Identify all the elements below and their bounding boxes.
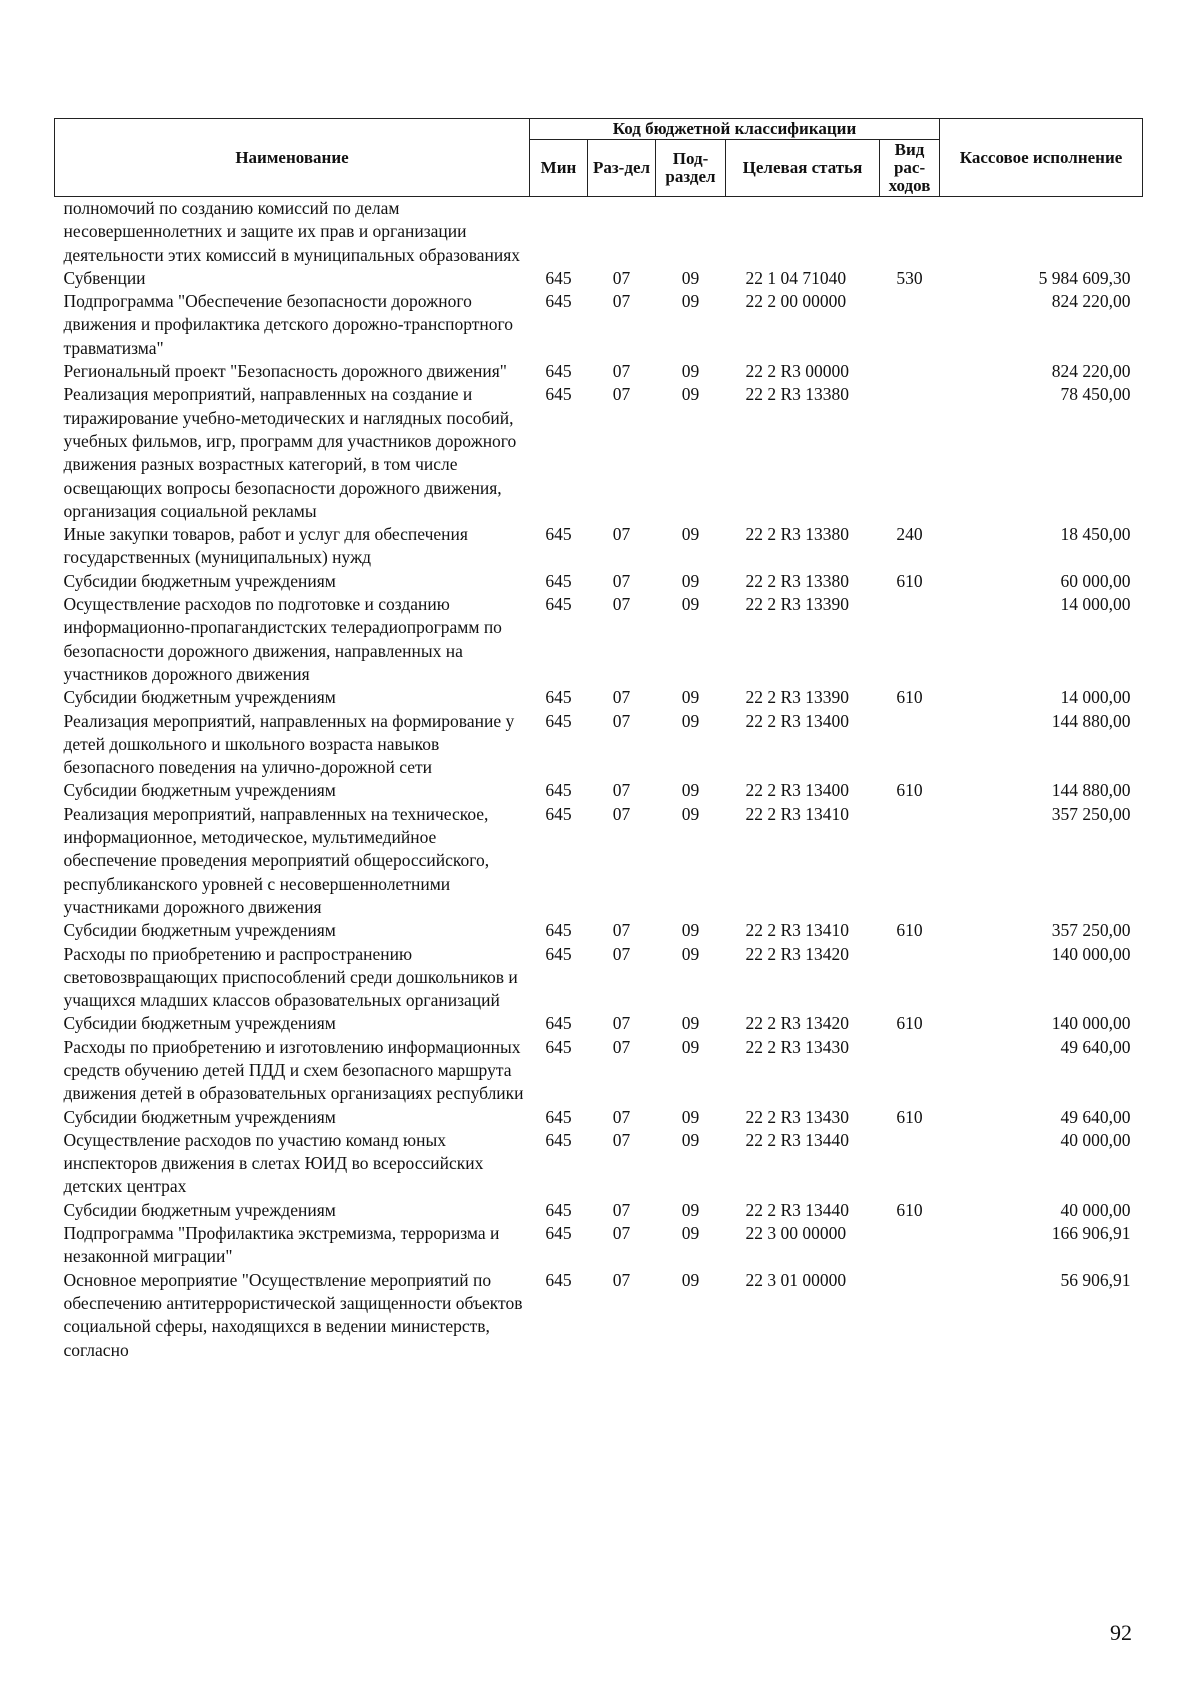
row-min: 645 — [545, 570, 572, 591]
row-name: Субвенции — [63, 267, 146, 288]
row-target-article: 22 2 R3 13420 — [745, 1013, 850, 1034]
table-row — [55, 267, 1143, 290]
row-min: 645 — [545, 1129, 572, 1150]
row-cash-execution: 824 220,00 — [1051, 291, 1131, 312]
row-razdel: 07 — [612, 291, 631, 312]
row-expense-type — [880, 1129, 940, 1199]
row-name: Реализация мероприятий, направленных на формирование у детей дошкольного и школьного возраста навыков безопасного поведения на улично-дорожной сети — [63, 710, 515, 778]
row-cash-execution: 144 880,00 — [1051, 710, 1131, 731]
row-target-article: 22 2 00 00000 — [745, 291, 847, 312]
header-cash-execution: Кассовое исполнение — [940, 119, 1143, 197]
row-podrazdel: 09 — [681, 1036, 700, 1057]
row-min: 645 — [545, 1106, 572, 1127]
row-razdel: 07 — [612, 780, 631, 801]
row-cash-execution: 166 906,91 — [1051, 1223, 1131, 1244]
row-min: 645 — [545, 1036, 572, 1057]
header-name: Наименование — [55, 119, 530, 197]
row-min — [530, 197, 588, 267]
table-row — [55, 1036, 1143, 1106]
row-cash-execution: 60 000,00 — [1060, 570, 1131, 591]
row-name: Основное мероприятие "Осуществление мероприятий по обеспечению антитеррористической защищенности объектов социальной сферы, находящихся в ведении министерств, согласно — [63, 1269, 523, 1360]
table-row — [55, 1222, 1143, 1269]
row-cash-execution: 140 000,00 — [1051, 1013, 1131, 1034]
table-row — [55, 1269, 1143, 1362]
row-podrazdel: 09 — [681, 1106, 700, 1127]
row-podrazdel: 09 — [681, 524, 700, 545]
row-podrazdel: 09 — [681, 1013, 700, 1034]
row-podrazdel: 09 — [681, 1129, 700, 1150]
row-expense-type — [880, 383, 940, 523]
row-cash-execution: 49 640,00 — [1060, 1106, 1131, 1127]
row-target-article: 22 2 R3 13390 — [745, 687, 850, 708]
row-cash-execution: 40 000,00 — [1060, 1199, 1131, 1220]
table-row — [55, 593, 1143, 686]
row-razdel: 07 — [612, 1199, 631, 1220]
row-target-article: 22 2 R3 13430 — [745, 1036, 850, 1057]
row-target-article: 22 2 R3 13380 — [745, 570, 850, 591]
row-cash-execution: 40 000,00 — [1060, 1129, 1131, 1150]
row-razdel: 07 — [612, 687, 631, 708]
row-name: Реализация мероприятий, направленных на создание и тиражирование учебно-методических и наглядных пособий, учебных фильмов, игр, программ для участников дорожного движения разных возрастных категорий, в том числе освещающих вопросы безопасности дорожного движения, организация социальной рекламы — [63, 384, 517, 521]
row-min: 645 — [545, 687, 572, 708]
row-target-article: 22 1 04 71040 — [745, 267, 847, 288]
row-min: 645 — [545, 710, 572, 731]
row-target-article: 22 2 R3 13410 — [745, 803, 850, 824]
row-razdel: 07 — [612, 267, 631, 288]
table-row — [55, 197, 1143, 267]
row-cash-execution: 56 906,91 — [1060, 1269, 1131, 1290]
row-target-article: 22 2 R3 13400 — [745, 780, 850, 801]
table-row — [55, 1129, 1143, 1199]
row-target-article: 22 2 R3 13380 — [745, 524, 850, 545]
row-razdel: 07 — [612, 1129, 631, 1150]
row-razdel: 07 — [612, 524, 631, 545]
row-podrazdel: 09 — [681, 267, 700, 288]
row-min: 645 — [545, 291, 572, 312]
row-razdel: 07 — [612, 361, 631, 382]
row-name: Подпрограмма "Профилактика экстремизма, терроризма и незаконной миграции" — [63, 1223, 500, 1267]
row-expense-type: 610 — [896, 780, 923, 801]
table-row — [55, 710, 1143, 780]
row-podrazdel: 09 — [681, 1269, 700, 1290]
table-row — [55, 943, 1143, 1013]
row-target-article: 22 2 R3 13380 — [745, 384, 850, 405]
row-expense-type — [880, 593, 940, 686]
table-row — [55, 290, 1143, 360]
row-cash-execution: 144 880,00 — [1051, 780, 1131, 801]
header-target-article: Целевая статья — [726, 140, 880, 197]
row-podrazdel: 09 — [681, 361, 700, 382]
row-expense-type — [880, 803, 940, 919]
row-min: 645 — [545, 361, 572, 382]
row-expense-type — [880, 1222, 940, 1269]
row-razdel: 07 — [612, 1223, 631, 1244]
row-podrazdel: 09 — [681, 920, 700, 941]
row-expense-type: 530 — [896, 267, 923, 288]
row-min: 645 — [545, 803, 572, 824]
row-min: 645 — [545, 780, 572, 801]
row-podrazdel: 09 — [681, 687, 700, 708]
row-cash-execution: 5 984 609,30 — [1038, 267, 1131, 288]
row-cash-execution: 824 220,00 — [1051, 361, 1131, 382]
row-cash-execution: 14 000,00 — [1060, 687, 1131, 708]
row-expense-type: 610 — [896, 1013, 923, 1034]
row-name: Субсидии бюджетным учреждениям — [63, 780, 336, 801]
row-cash-execution: 140 000,00 — [1051, 943, 1131, 964]
row-expense-type — [880, 290, 940, 360]
row-expense-type: 610 — [896, 1199, 923, 1220]
row-razdel: 07 — [612, 570, 631, 591]
row-min: 645 — [545, 1013, 572, 1034]
row-name: Иные закупки товаров, работ и услуг для обеспечения государственных (муниципальных) нужд — [63, 524, 468, 568]
row-expense-type: 610 — [896, 687, 923, 708]
header-budget-code-group: Код бюджетной классификации — [530, 119, 940, 140]
row-name: Субсидии бюджетным учреждениям — [63, 570, 336, 591]
row-target-article: 22 2 R3 13420 — [745, 943, 850, 964]
row-min: 645 — [545, 1199, 572, 1220]
row-name: полномочий по созданию комиссий по делам несовершеннолетних и защите их прав и организации деятельности этих комиссий в муниципальных образованиях — [63, 198, 521, 265]
table-row — [55, 686, 1143, 709]
row-name: Субсидии бюджетным учреждениям — [63, 920, 336, 941]
row-name: Субсидии бюджетным учреждениям — [63, 1013, 336, 1034]
table-row — [55, 779, 1143, 802]
table-row — [55, 360, 1143, 383]
table-row — [55, 383, 1143, 523]
row-expense-type: 610 — [896, 920, 923, 941]
row-razdel: 07 — [612, 384, 631, 405]
budget-table-sheet — [54, 118, 1142, 1362]
row-min: 645 — [545, 1223, 572, 1244]
row-name: Региональный проект "Безопасность дорожного движения" — [63, 361, 507, 382]
budget-table — [54, 118, 1143, 1362]
row-target-article: 22 3 00 00000 — [745, 1223, 847, 1244]
row-cash-execution: 14 000,00 — [1060, 594, 1131, 615]
row-razdel: 07 — [612, 1036, 631, 1057]
row-name: Субсидии бюджетным учреждениям — [63, 1106, 336, 1127]
row-cash-execution: 357 250,00 — [1051, 920, 1131, 941]
row-name: Расходы по приобретению и изготовлению информационных средств обучению детей ПДД и схем безопасного маршрута движения детей в образовательных организациях республики — [63, 1036, 524, 1104]
row-expense-type: 240 — [896, 524, 923, 545]
row-name: Осуществление расходов по подготовке и созданию информационно-пропагандистских телерадиопрограмм по безопасности дорожного движения, направленных на участников дорожного движения — [63, 594, 502, 684]
row-target-article: 22 2 R3 13400 — [745, 710, 850, 731]
row-target-article: 22 2 R3 13390 — [745, 594, 850, 615]
row-cash-execution: 18 450,00 — [1060, 524, 1131, 545]
row-min: 645 — [545, 594, 572, 615]
row-razdel: 07 — [612, 943, 631, 964]
row-min: 645 — [545, 384, 572, 405]
row-target-article: 22 2 R3 13440 — [745, 1129, 850, 1150]
row-cash-execution: 357 250,00 — [1051, 803, 1131, 824]
table-row — [55, 1012, 1143, 1035]
row-target-article: 22 2 R3 00000 — [745, 361, 850, 382]
row-razdel: 07 — [612, 920, 631, 941]
row-razdel: 07 — [612, 1269, 631, 1290]
table-row — [55, 570, 1143, 593]
row-min: 645 — [545, 943, 572, 964]
header-expense-type: Вид рас-ходов — [880, 140, 940, 197]
row-razdel — [588, 197, 656, 267]
row-target-article: 22 2 R3 13410 — [745, 920, 850, 941]
row-expense-type — [880, 360, 940, 383]
row-podrazdel: 09 — [681, 710, 700, 731]
row-expense-type: 610 — [896, 570, 923, 591]
row-name: Субсидии бюджетным учреждениям — [63, 687, 336, 708]
row-podrazdel: 09 — [681, 1223, 700, 1244]
row-name: Реализация мероприятий, направленных на техническое, информационное, методическое, мультимедийное обеспечение проведения мероприятий общероссийского, республиканского уровней с несовершеннолетними участниками дорожного движения — [63, 803, 490, 917]
row-podrazdel: 09 — [681, 780, 700, 801]
row-name: Субсидии бюджетным учреждениям — [63, 1199, 336, 1220]
row-expense-type: 610 — [896, 1106, 923, 1127]
row-razdel: 07 — [612, 1106, 631, 1127]
table-row — [55, 919, 1143, 942]
row-razdel: 07 — [612, 710, 631, 731]
row-expense-type — [880, 1036, 940, 1106]
row-razdel: 07 — [612, 803, 631, 824]
table-header — [55, 119, 1143, 197]
table-row — [55, 1199, 1143, 1222]
row-podrazdel: 09 — [681, 943, 700, 964]
row-razdel: 07 — [612, 594, 631, 615]
row-target-article: 22 3 01 00000 — [745, 1269, 847, 1290]
row-name: Осуществление расходов по участию команд юных инспекторов движения в слетах ЮИД во всероссийских детских центрах — [63, 1129, 484, 1197]
row-name: Подпрограмма "Обеспечение безопасности дорожного движения и профилактика детского дорожно-транспортного травматизма" — [63, 291, 513, 358]
row-podrazdel: 09 — [681, 1199, 700, 1220]
row-cash-execution: 49 640,00 — [1060, 1036, 1131, 1057]
row-target-article — [726, 197, 880, 267]
row-min: 645 — [545, 920, 572, 941]
row-expense-type — [880, 1269, 940, 1362]
header-razdel: Раз-дел — [588, 140, 656, 197]
table-row — [55, 803, 1143, 919]
row-min: 645 — [545, 524, 572, 545]
row-podrazdel: 09 — [681, 291, 700, 312]
row-target-article: 22 2 R3 13430 — [745, 1106, 850, 1127]
row-expense-type — [880, 710, 940, 780]
row-podrazdel: 09 — [681, 594, 700, 615]
row-name: Расходы по приобретению и распространению световозвращающих приспособлений среди дошкольников и учащихся младших классов образовательных организаций — [63, 943, 518, 1011]
table-row — [55, 1106, 1143, 1129]
row-razdel: 07 — [612, 1013, 631, 1034]
table-row — [55, 523, 1143, 570]
row-cash-execution: 78 450,00 — [1060, 384, 1131, 405]
table-body — [55, 197, 1143, 1362]
row-expense-type — [880, 943, 940, 1013]
row-podrazdel: 09 — [681, 803, 700, 824]
row-cash-execution — [940, 197, 1143, 267]
row-podrazdel: 09 — [681, 384, 700, 405]
row-podrazdel: 09 — [681, 570, 700, 591]
header-min: Мин — [530, 140, 588, 197]
page-number: 92 — [1110, 1620, 1132, 1645]
row-min: 645 — [545, 1269, 572, 1290]
row-min: 645 — [545, 267, 572, 288]
row-expense-type — [880, 197, 940, 267]
row-podrazdel — [656, 197, 726, 267]
header-podrazdel: Под-раздел — [656, 140, 726, 197]
row-target-article: 22 2 R3 13440 — [745, 1199, 850, 1220]
